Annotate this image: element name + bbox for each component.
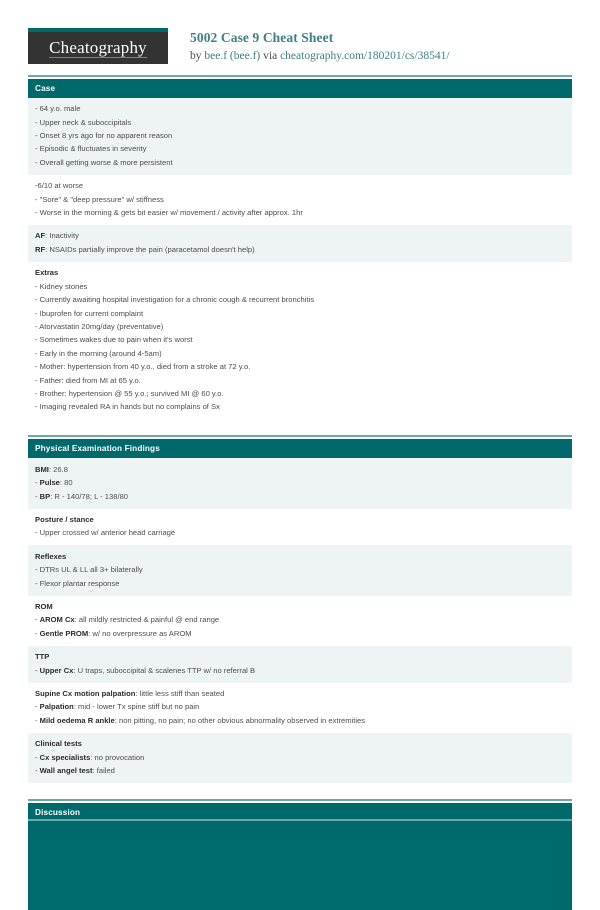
row-line: - Sometimes wakes due to pain when it's worst [35, 335, 193, 345]
row-line: - "Sore" & "deep pressure" w/ stiffness [35, 194, 164, 204]
row-line: - Mother: hypertension from 40 y.o., died from a stroke at 72 y.o. [35, 362, 251, 372]
row-line: - Upper Cx: U traps, suboccipital & scalenes TTP w/ no referral B [35, 665, 256, 675]
row-line: Supine Cx motion palpation: little less stiff than seated [35, 689, 225, 699]
row-line: - Imaging revealed RA in hands but no complains of Sx [35, 402, 220, 412]
row-line: - Onset 8 yrs ago for no apparent reason [35, 131, 173, 141]
table-row [28, 509, 572, 546]
byline-via: via [260, 50, 281, 63]
row-line: Extras [35, 268, 59, 278]
section-header: Case [28, 79, 572, 98]
row-line: Posture / stance [35, 514, 94, 524]
row-line: - 64 y.o. male [35, 104, 81, 114]
section-top-rule [28, 75, 572, 77]
section-top-rule [28, 799, 572, 801]
row-line: AF: Inactivity [35, 231, 79, 241]
row-line: TTP [35, 652, 50, 662]
row-line: - Upper neck & suboccipitals [35, 117, 132, 127]
table-row [28, 683, 572, 733]
row-line: - DTRs UL & LL all 3+ bilaterally [35, 565, 143, 575]
byline [190, 48, 450, 65]
bottom-divider [28, 819, 572, 821]
row-line: - BP: R - 140/78; L - 138/80 [35, 491, 129, 501]
row-line: - Brother: hypertension @ 55 y.o.; survived MI @ 60 y.o. [35, 388, 224, 398]
section [28, 435, 572, 783]
row-line: - Gentle PROM: w/ no overpressure as AROM [35, 628, 192, 638]
row-line: - Cx specialists: no provocation [35, 752, 145, 762]
row-line: -6/10 at worse [35, 181, 84, 191]
page-title: 5002 Case 9 Cheat Sheet [190, 30, 334, 45]
table-row [28, 262, 572, 419]
row-line: - Pulse: 80 [35, 478, 73, 488]
row-line: - Palpation: mid - lower Tx spine stiff but no pain [35, 702, 200, 712]
row-line: - Flexor plantar response [35, 578, 120, 588]
row-line: - Mild oedema R ankle: non pitting, no pain; no other obvious abnormality observed in extremities [35, 715, 366, 725]
table-row [28, 646, 572, 683]
row-line: ROM [35, 602, 53, 612]
byline-prefix: by [190, 50, 205, 63]
table-row [28, 225, 572, 262]
author-link[interactable]: bee.f (bee.f) [204, 50, 261, 63]
row-line: - Early in the morning (around 4-5am) [35, 348, 162, 358]
section [28, 75, 572, 420]
source-url-link[interactable]: cheatography.com/180201/cs/38541/ [280, 50, 450, 63]
title-block [190, 28, 450, 65]
cheatography-logo[interactable] [28, 28, 168, 64]
discussion-empty-body [28, 822, 572, 910]
table-row [28, 98, 572, 175]
row-line: - Upper crossed w/ anterior head carriage [35, 528, 176, 538]
row-line: - Ibuprofen for current complaint [35, 308, 144, 318]
row-line: Clinical tests [35, 739, 82, 749]
row-line: - AROM Cx: all mildly restricted & painful @ end range [35, 615, 220, 625]
page-header [28, 0, 572, 75]
row-line: - Father: died from MI at 65 y.o. [35, 375, 141, 385]
row-line: - Overall getting worse & more persistent [35, 157, 173, 167]
row-line: - Worse in the morning & gets bit easier w/ movement / activity after approx. 1hr [35, 208, 303, 218]
row-line: RF: NSAIDs partially improve the pain (paracetamol doesn't help) [35, 244, 255, 254]
row-line: - Episodic & fluctuates in severity [35, 144, 147, 154]
table-row [28, 458, 572, 508]
row-line: Reflexes [35, 551, 67, 561]
row-line: - Wall angel test: failed [35, 766, 115, 776]
row-line: - Kidney stones [35, 281, 88, 291]
table-row [28, 175, 572, 225]
section-top-rule [28, 435, 572, 437]
table-row [28, 733, 572, 783]
row-line: BMI: 26.8 [35, 464, 68, 474]
sections-container [28, 75, 572, 910]
logo-text: Cheatography [49, 37, 147, 57]
section [28, 799, 572, 910]
table-row [28, 596, 572, 646]
section-header: Physical Examination Findings [28, 439, 572, 458]
table-row [28, 545, 572, 595]
row-line: - Currently awaiting hospital investigation for a chronic cough & recurrent bronchitis [35, 295, 314, 305]
section-header: Discussion [28, 803, 572, 822]
row-line: - Atorvastatin 20mg/day (preventative) [35, 321, 164, 331]
